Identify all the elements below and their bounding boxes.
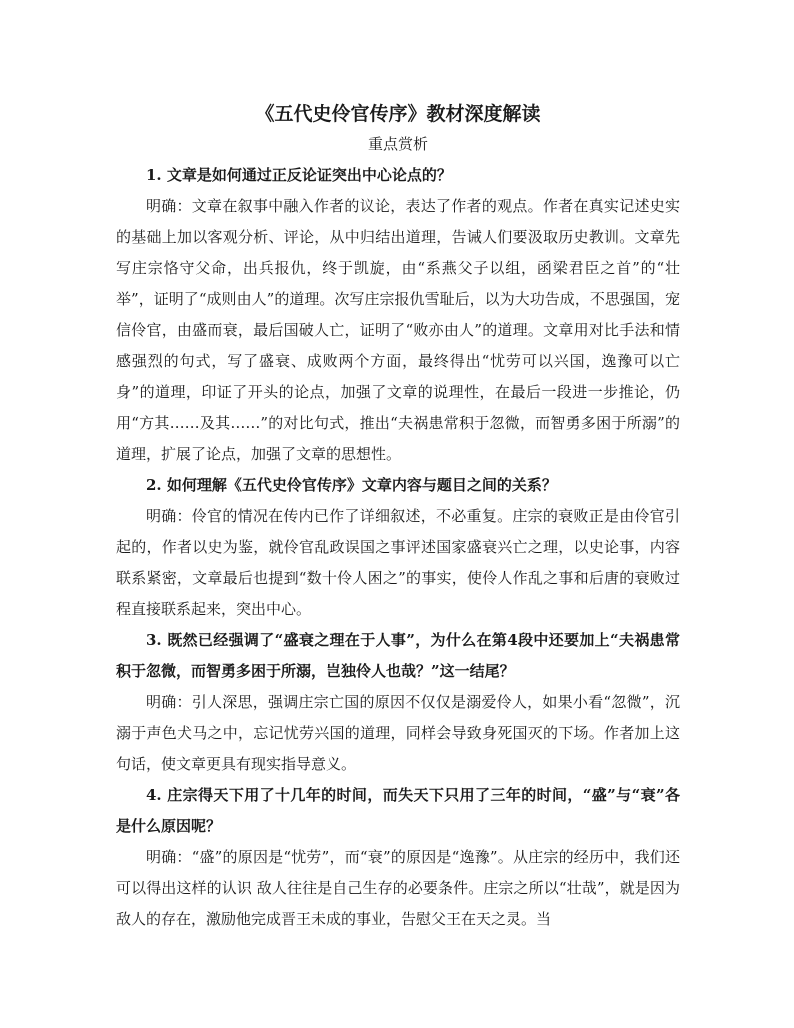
answer-1: 明确：文章在叙事中融入作者的议论，表达了作者的观点。作者在真实记述史实的基础上加以客观分析、评论，从中归结出道理，告诫人们要汲取历史教训。文章先写庄宗恪守父命，出兵报仇，终于凯旋，由“系燕父子以组，函梁君臣之首”的“壮举”，证明了“成则由人”的道理。次写庄宗报仇雪耻后，以为大功告成，不思强国，宠信伶官，由盛而衰，最后国破人亡，证明了“败亦由人”的道理。文章用对比手法和情感强烈的句式，写了盛衰、成败两个方面，最终得出“忧劳可以兴国，逸豫可以亡身”的道理，印证了开头的论点，加强了文章的说理性，在最后一段进一步推论，仍用“方其……及其……”的对比句式，推出“夫祸患常积于忽微，而智勇多困于所溺”的道理，扩展了论点，加强了文章的思想性。 [116, 197, 680, 463]
question-1: 1. 文章是如何通过正反论证突出中心论点的？ [146, 166, 452, 184]
question-3: 3. 既然已经强调了“盛衰之理在于人事”，为什么在第4段中还要加上“夫祸患常积于忽微，而智勇多困于所溺，岂独伶人也哉？”这一结尾？ [116, 631, 680, 680]
answer-3: 明确：引人深思，强调庄宗亡国的原因不仅仅是溺爱伶人，如果小看“忽微”，沉溺于声色犬马之中，忘记忧劳兴国的道理，同样会导致身死国灭的下场。作者加上这句话，使文章更具有现实指导意义。 [116, 693, 680, 773]
section-heading: 重点赏析 [367, 135, 428, 153]
document-title: 《五代史伶官传序》教材深度解读 [255, 103, 541, 125]
answer-2: 明确：伶官的情况在传内已作了详细叙述，不必重复。庄宗的衰败正是由伶官引起的，作者以史为鉴，就伶官乱政误国之事评述国家盛衰兴亡之理，以史论事，内容联系紧密，文章最后也提到“数十伶人困之”的事实，使伶人作乱之事和后唐的衰败过程直接联系起来，突出中心。 [116, 507, 680, 618]
question-4: 4. 庄宗得天下用了十几年的时间，而失天下只用了三年的时间，“盛”与“衰”各是什么原因呢？ [116, 786, 680, 835]
document-page [116, 98, 680, 935]
answer-4: 明确：“盛”的原因是“忧劳”，而“衰”的原因是“逸豫”。从庄宗的经历中，我们还可以得出这样的认识 敌人往往是自己生存的必要条件。庄宗之所以“壮哉”，就是因为敌人的存在，激励他完成晋王未成的事业，告慰父王在天之灵。当 [116, 848, 680, 928]
question-2: 2. 如何理解《五代史伶官传序》文章内容与题目之间的关系？ [146, 476, 557, 494]
